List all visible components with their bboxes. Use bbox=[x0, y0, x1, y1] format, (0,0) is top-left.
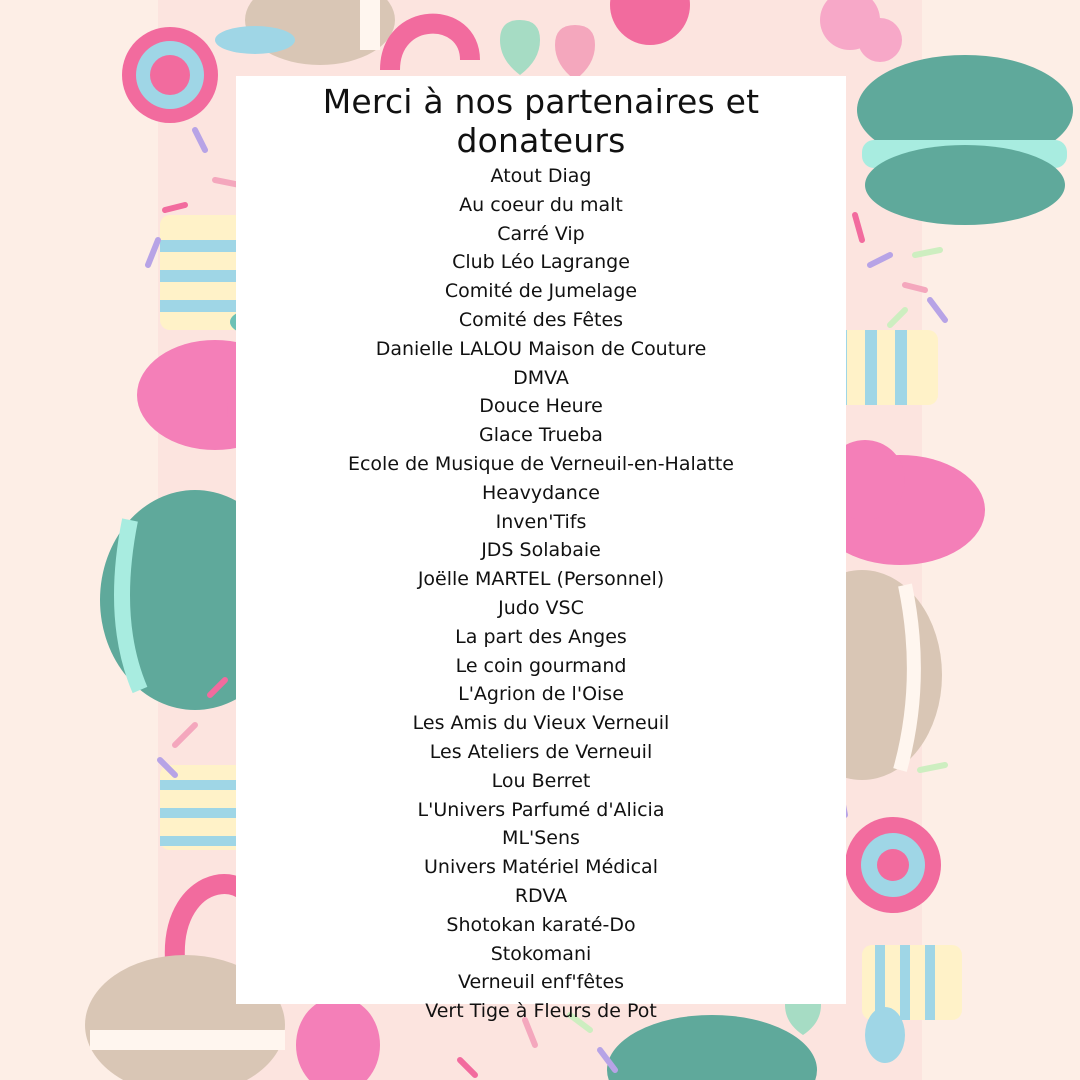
partner-item: L'Univers Parfumé d'Alicia bbox=[417, 798, 665, 821]
partner-item: Les Amis du Vieux Verneuil bbox=[412, 712, 670, 735]
flower-top-right bbox=[820, 0, 902, 62]
partner-item: Verneuil enf'fêtes bbox=[457, 971, 625, 994]
partner-item: Atout Diag bbox=[490, 165, 592, 187]
partner-item: ML'Sens bbox=[502, 827, 580, 850]
lollipop-top-left bbox=[122, 27, 218, 123]
partner-item: L'Agrion de l'Oise bbox=[458, 683, 624, 706]
lollipop-top-right bbox=[610, 0, 690, 45]
partner-item: Joëlle MARTEL (Personnel) bbox=[417, 568, 665, 591]
partner-item: Comité des Fêtes bbox=[458, 308, 624, 331]
partner-item: JDS Solabaie bbox=[481, 539, 601, 562]
partner-item: Ecole de Musique de Verneuil-en-Halatte bbox=[347, 452, 734, 475]
partner-item: Vert Tige à Fleurs de Pot bbox=[425, 1000, 657, 1023]
partner-item: Les Ateliers de Verneuil bbox=[429, 740, 653, 763]
jelly-bean-1 bbox=[215, 26, 295, 54]
partner-item: Shotokan karaté-Do bbox=[446, 913, 636, 936]
partner-item: Glace Trueba bbox=[479, 424, 603, 447]
partner-item: Univers Matériel Médical bbox=[424, 856, 658, 879]
striped-candy-bottom-right bbox=[862, 945, 962, 1020]
partner-item: Douce Heure bbox=[479, 395, 603, 418]
partner-item: Le coin gourmand bbox=[455, 654, 627, 677]
partner-item: Lou Berret bbox=[491, 769, 591, 792]
partner-item: Stokomani bbox=[490, 942, 592, 965]
thank-you-card bbox=[236, 76, 846, 1023]
partner-item: Comité de Jumelage bbox=[444, 280, 638, 303]
partner-item: Club Léo Lagrange bbox=[452, 251, 630, 274]
partner-item: Au coeur du malt bbox=[459, 193, 623, 216]
partners-list bbox=[236, 162, 846, 1026]
page-title: Merci à nos partenaires et donateurs bbox=[322, 82, 760, 160]
partner-item: Carré Vip bbox=[497, 222, 585, 245]
macaron-top-right bbox=[857, 55, 1073, 225]
partner-item: Heavydance bbox=[482, 481, 600, 504]
partner-item: Judo VSC bbox=[498, 596, 584, 619]
partner-item: RDVA bbox=[514, 884, 568, 907]
heart-candies-top bbox=[500, 20, 595, 80]
lollipop-bottom-right bbox=[845, 817, 941, 913]
partner-item: DMVA bbox=[513, 366, 569, 389]
partner-item: La part des Anges bbox=[455, 625, 627, 648]
partner-item: Danielle LALOU Maison de Couture bbox=[375, 337, 707, 360]
partner-item: Inven'Tifs bbox=[495, 510, 587, 533]
candy-cane-top bbox=[390, 24, 470, 70]
